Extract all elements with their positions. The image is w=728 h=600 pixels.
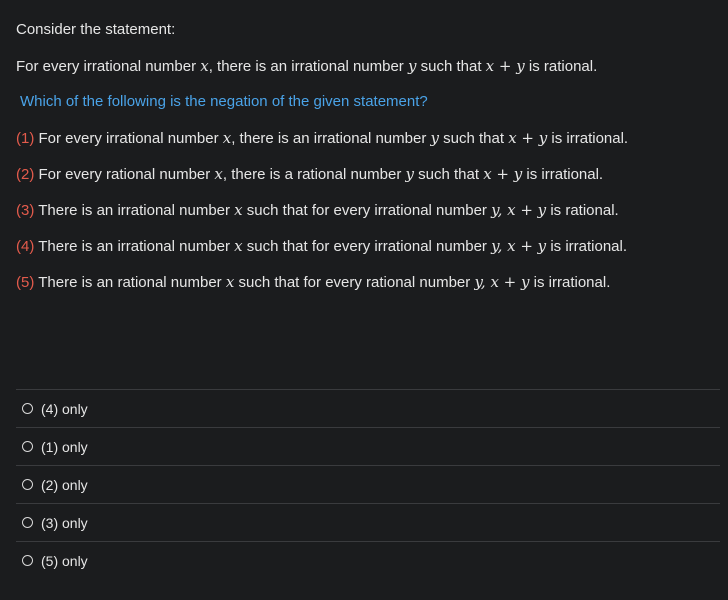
option-2 bbox=[16, 164, 603, 185]
option-number: (4) bbox=[16, 238, 35, 255]
option-text: , there is an irrational number bbox=[231, 130, 431, 147]
math-x: x bbox=[222, 129, 232, 147]
radio-unchecked-icon[interactable] bbox=[22, 555, 33, 566]
option-number: (2) bbox=[16, 166, 35, 183]
radio-unchecked-icon[interactable] bbox=[22, 403, 33, 414]
math-expression: y, x + y bbox=[491, 237, 547, 255]
option-text: , there is a rational number bbox=[222, 166, 406, 183]
option-text: such that for every irrational number bbox=[242, 238, 492, 255]
answer-choice[interactable] bbox=[16, 541, 720, 579]
option-text: is irrational. bbox=[546, 238, 628, 255]
option-text: such that for every rational number bbox=[234, 274, 475, 291]
answer-choice[interactable] bbox=[16, 465, 720, 503]
statement-text: is rational. bbox=[524, 58, 598, 75]
question-prompt: Which of the following is the negation of the given statement? bbox=[20, 93, 428, 110]
option-text: such that bbox=[413, 166, 484, 183]
answer-choice[interactable] bbox=[16, 389, 720, 427]
option-text: There is an irrational number bbox=[34, 238, 235, 255]
choice-label: (3) only bbox=[41, 514, 88, 531]
statement-text: such that bbox=[416, 58, 486, 75]
option-text: There is an rational number bbox=[34, 274, 226, 291]
math-expression: x + y bbox=[483, 165, 523, 183]
math-expression: y, x + y bbox=[474, 273, 530, 291]
option-text: is irrational. bbox=[547, 130, 629, 147]
option-number: (1) bbox=[16, 130, 35, 147]
option-4 bbox=[16, 236, 627, 257]
math-x: x bbox=[200, 57, 209, 75]
math-expression: y, x + y bbox=[491, 201, 547, 219]
option-text: For every rational number bbox=[34, 166, 215, 183]
option-1 bbox=[16, 128, 628, 149]
option-text: such that for every irrational number bbox=[242, 202, 492, 219]
option-number: (5) bbox=[16, 274, 35, 291]
option-number: (3) bbox=[16, 202, 35, 219]
math-x: x bbox=[234, 201, 243, 219]
math-y: y bbox=[405, 165, 414, 183]
option-5 bbox=[16, 272, 610, 293]
math-x: x bbox=[225, 273, 235, 291]
question-statement bbox=[16, 56, 597, 77]
question-intro: Consider the statement: bbox=[16, 21, 176, 38]
math-y: y bbox=[407, 57, 417, 75]
statement-text: For every irrational number bbox=[16, 58, 201, 75]
math-expression: x + y bbox=[485, 57, 525, 75]
math-expression: x + y bbox=[508, 129, 548, 147]
math-x: x bbox=[214, 165, 223, 183]
option-text: There is an irrational number bbox=[34, 202, 235, 219]
statement-text: , there is an irrational number bbox=[208, 58, 408, 75]
choice-label: (1) only bbox=[41, 438, 88, 455]
choice-label: (5) only bbox=[41, 552, 88, 569]
radio-unchecked-icon[interactable] bbox=[22, 517, 33, 528]
radio-unchecked-icon[interactable] bbox=[22, 479, 33, 490]
answer-choice[interactable] bbox=[16, 503, 720, 541]
radio-unchecked-icon[interactable] bbox=[22, 441, 33, 452]
answer-choices bbox=[16, 389, 720, 579]
choice-label: (4) only bbox=[41, 400, 88, 417]
option-text: is rational. bbox=[546, 202, 619, 219]
math-y: y bbox=[430, 129, 439, 147]
answer-choice[interactable] bbox=[16, 427, 720, 465]
option-text: is irrational. bbox=[522, 166, 604, 183]
option-3 bbox=[16, 200, 619, 221]
math-x: x bbox=[234, 237, 243, 255]
choice-label: (2) only bbox=[41, 476, 88, 493]
option-text: such that bbox=[438, 130, 509, 147]
option-text: For every irrational number bbox=[34, 130, 223, 147]
option-text: is irrational. bbox=[529, 274, 611, 291]
